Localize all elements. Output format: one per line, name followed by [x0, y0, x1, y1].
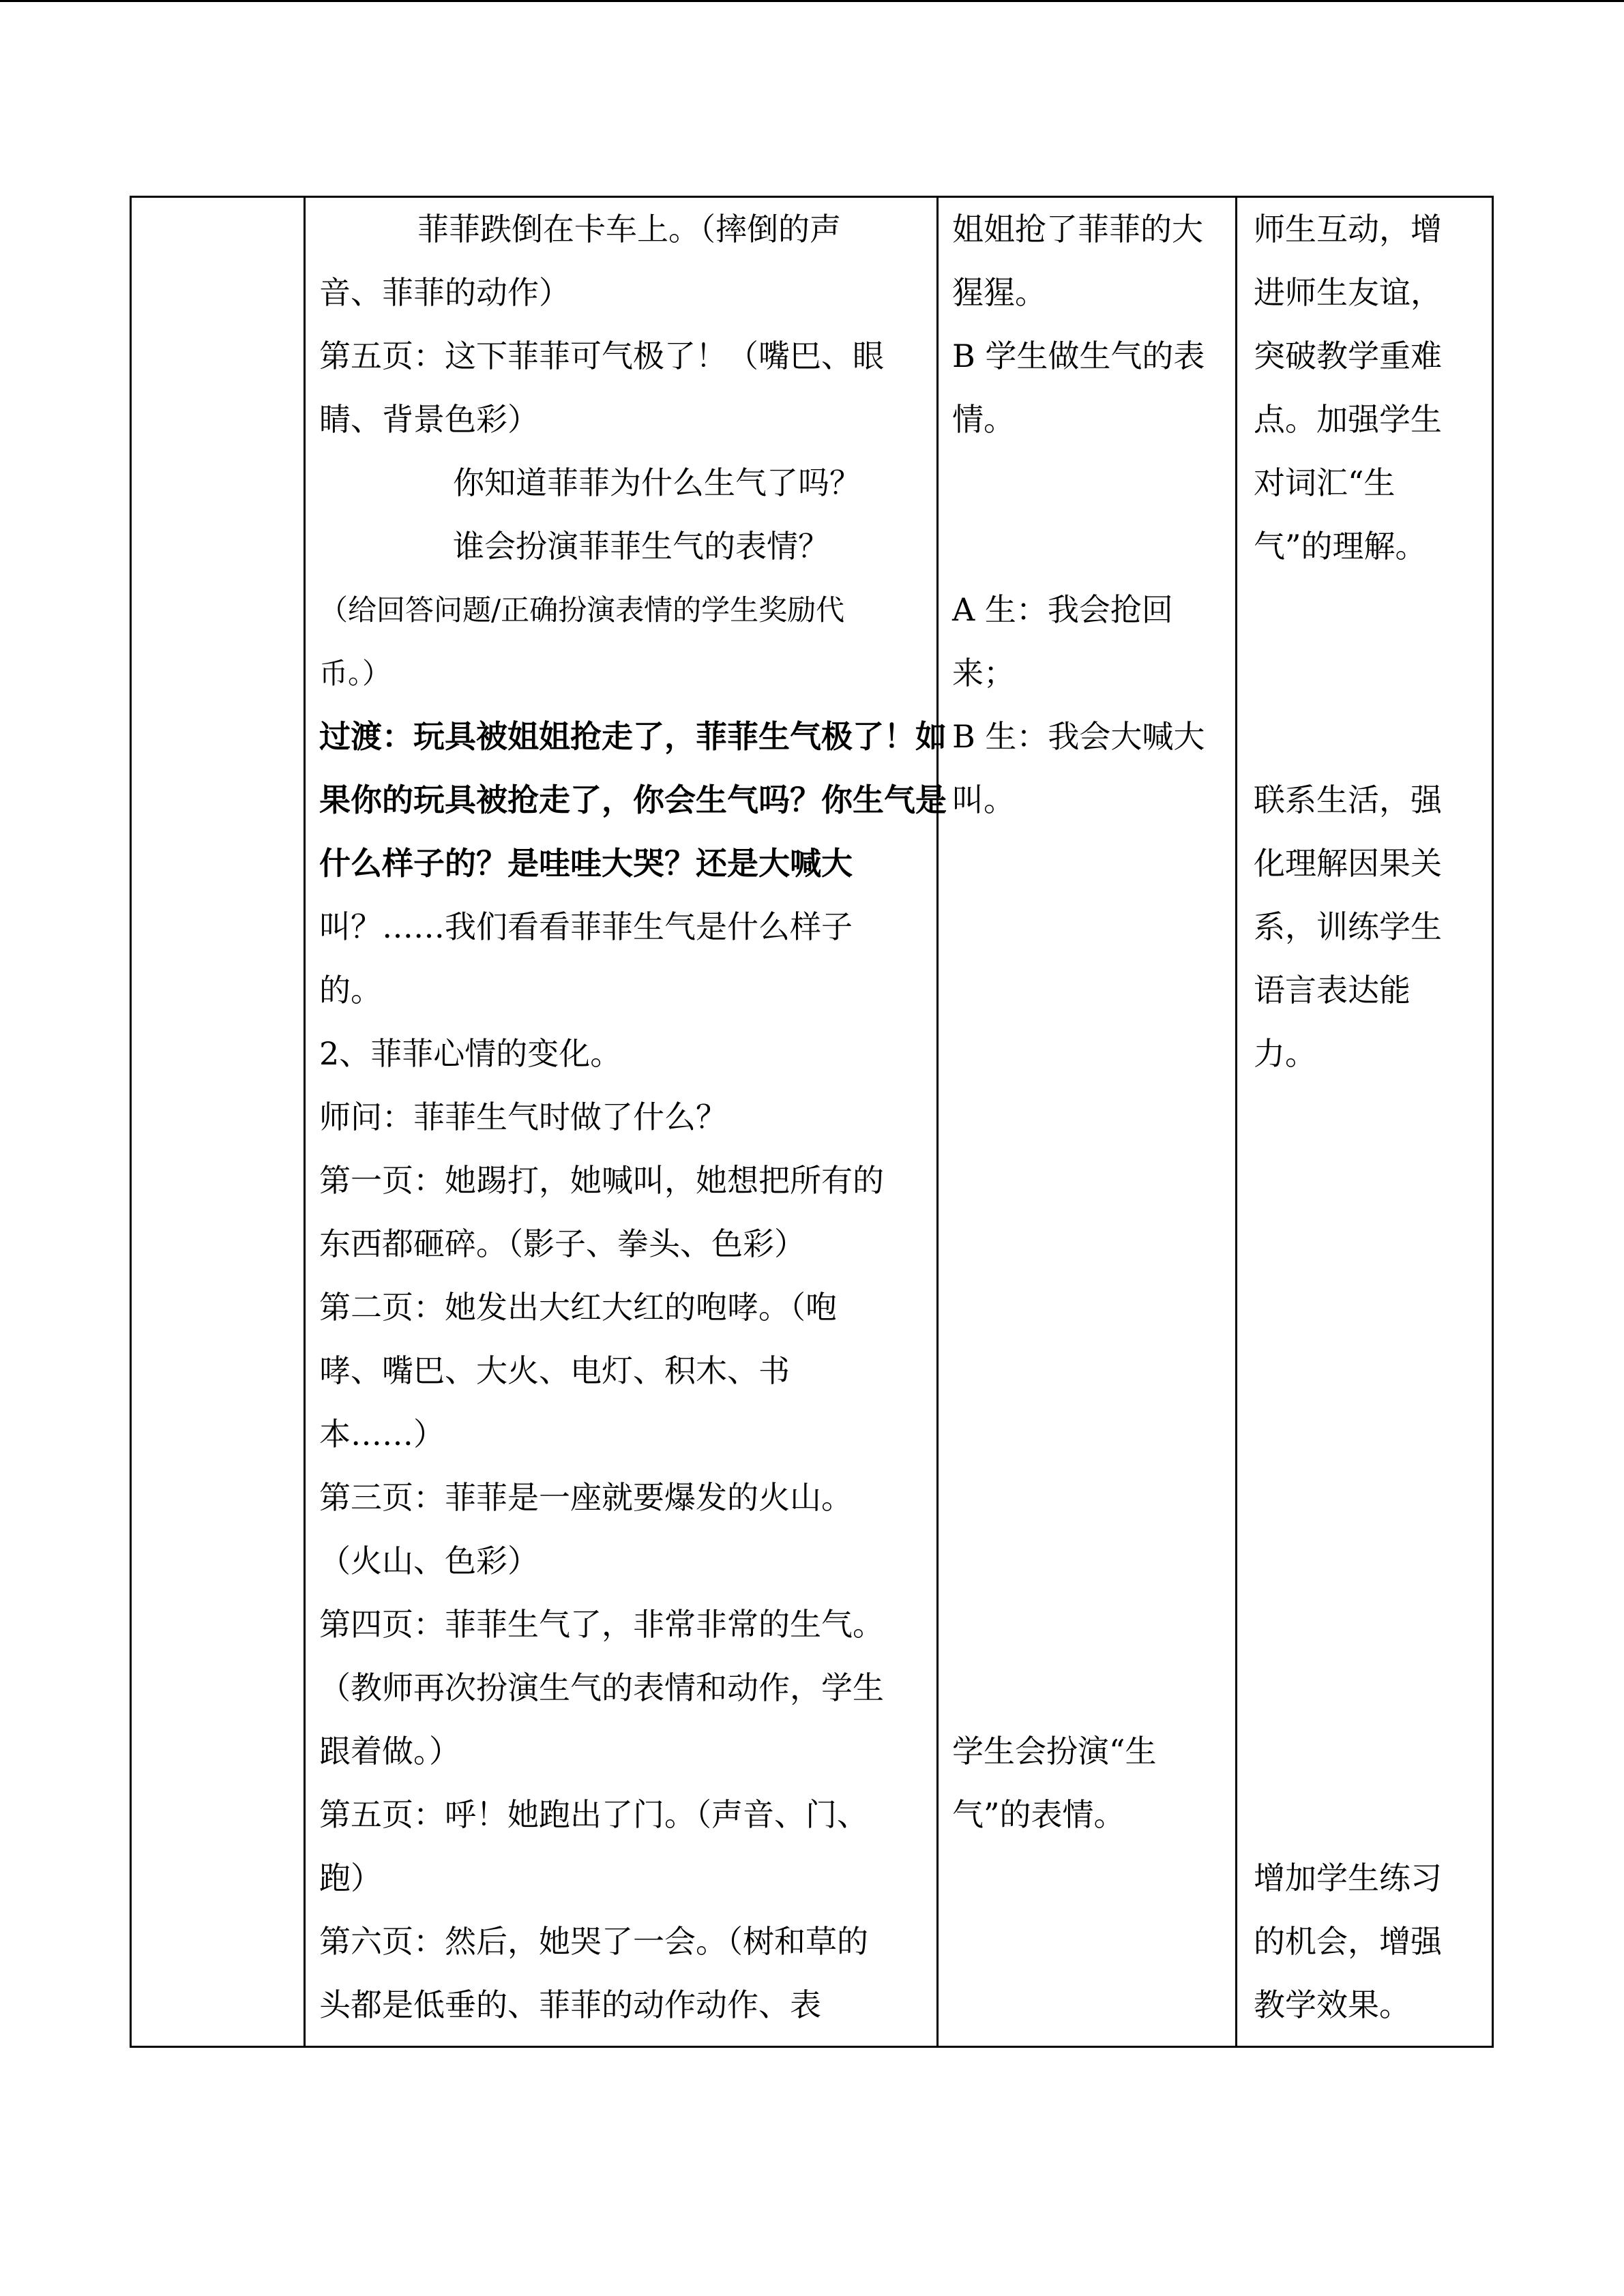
student-line	[952, 1212, 1226, 1276]
table-row	[131, 197, 1493, 2047]
student-line	[952, 1403, 1226, 1466]
process-line: 第四页：菲菲生气了，非常非常的生气。	[319, 1606, 884, 1643]
student-line	[952, 1530, 1226, 1593]
design-intent-text	[1237, 198, 1492, 2037]
intent-line	[1254, 1276, 1482, 1339]
transition-line: 什么样子的？是哇哇大哭？还是大喊大	[319, 845, 853, 882]
student-line	[952, 832, 1226, 895]
intent-line	[1254, 1530, 1482, 1593]
intent-line: 化理解因果关	[1254, 845, 1442, 882]
intent-line	[1254, 1656, 1482, 1720]
process-line: 第三页：菲菲是一座就要爆发的火山。	[319, 1479, 853, 1516]
process-line: 谁会扮演菲菲生气的表情？	[453, 528, 829, 565]
process-line: 第一页：她踢打，她喊叫，她想把所有的	[319, 1162, 884, 1199]
student-line	[952, 1656, 1226, 1720]
process-line: 头都是低垂的、菲菲的动作动作、表	[319, 1986, 821, 2023]
student-line: 来；	[952, 655, 1015, 691]
student-line	[952, 1086, 1226, 1149]
student-line	[952, 959, 1226, 1022]
process-line: 本……）	[319, 1416, 445, 1452]
process-line: （给回答问题/正确扮演表情的学生奖励代	[319, 593, 845, 627]
student-line: 情。	[952, 401, 1015, 438]
design-intent-cell	[1237, 197, 1493, 2047]
student-line	[952, 1339, 1226, 1403]
intent-line: 联系生活，强	[1254, 781, 1442, 818]
intent-line: 系，训练学生	[1254, 908, 1442, 945]
intent-line: 点。加强学生	[1254, 401, 1442, 438]
intent-line	[1254, 1593, 1482, 1656]
process-line: 睛、背景色彩）	[319, 401, 539, 438]
student-line: 学生会扮演“生	[952, 1733, 1157, 1770]
intent-line: 对词汇“生	[1254, 464, 1396, 501]
student-line: 猩猩。	[952, 274, 1046, 311]
blank-column-cell	[131, 197, 305, 2047]
intent-line: 力。	[1254, 1035, 1316, 1072]
process-line: 跟着做。）	[319, 1733, 460, 1770]
student-line	[952, 1022, 1226, 1086]
process-line: （火山、色彩）	[319, 1542, 539, 1579]
intent-line: 教学效果。	[1254, 1986, 1411, 2023]
teaching-process-cell	[305, 197, 947, 2047]
intent-line	[1254, 578, 1482, 642]
student-line	[952, 451, 1226, 515]
student-line	[952, 1466, 1226, 1530]
intent-line	[1254, 1783, 1482, 1847]
intent-line: 师生互动，增	[1254, 211, 1442, 248]
process-line: 币。）	[319, 657, 392, 690]
process-line: 哮、嘴巴、大火、电灯、积木、书	[319, 1352, 790, 1389]
page-top-border	[0, 0, 1624, 2]
transition-line: 过渡：玩具被姐姐抢走了，菲菲生气极了！如	[319, 718, 947, 755]
student-line	[952, 515, 1226, 578]
intent-line	[1254, 1466, 1482, 1530]
intent-line	[1254, 705, 1482, 769]
intent-line: 增加学生练习	[1254, 1860, 1442, 1896]
lesson-plan-table	[130, 196, 1494, 2048]
intent-line: 进师生友谊，	[1254, 274, 1442, 311]
process-line: 2、菲菲心情的变化。	[319, 1035, 622, 1072]
intent-line	[1254, 1212, 1482, 1276]
student-activity-text	[939, 198, 1235, 1847]
intent-line: 气”的理解。	[1254, 528, 1427, 565]
student-line: A 生：我会抢回	[952, 591, 1173, 628]
teaching-process-text	[306, 198, 947, 2037]
student-line: 姐姐抢了菲菲的大	[952, 211, 1203, 248]
student-line: B 学生做生气的表	[952, 338, 1205, 374]
student-line: B 生：我会大喊大	[952, 718, 1205, 755]
intent-line	[1254, 642, 1482, 705]
intent-line: 语言表达能	[1254, 972, 1411, 1009]
process-line: 跑）	[319, 1860, 382, 1896]
intent-line: 的机会，增强	[1254, 1923, 1442, 1960]
student-line	[952, 1593, 1226, 1656]
student-line	[952, 1149, 1226, 1212]
process-line: 的。	[319, 972, 382, 1009]
intent-line	[1254, 1149, 1482, 1212]
student-line	[952, 895, 1226, 959]
student-line: 气”的表情。	[952, 1796, 1125, 1833]
process-line: 师问：菲菲生气时做了什么？	[319, 1099, 727, 1135]
process-line: 第五页：这下菲菲可气极了！（嘴巴、眼	[319, 338, 884, 374]
process-line: 东西都砸碎。（影子、拳头、色彩）	[319, 1225, 806, 1262]
student-line	[952, 1276, 1226, 1339]
intent-line	[1254, 1086, 1482, 1149]
process-line: 你知道菲菲为什么生气了吗？	[453, 464, 861, 501]
process-line: 第五页：呼！她跑出了门。（声音、门、	[319, 1796, 868, 1833]
intent-line: 突破教学重难	[1254, 338, 1442, 374]
process-line: 第二页：她发出大红大红的咆哮。（咆	[319, 1289, 837, 1326]
intent-line	[1254, 1403, 1482, 1466]
process-line: （教师再次扮演生气的表情和动作，学生	[319, 1669, 884, 1706]
student-activity-cell	[938, 197, 1237, 2047]
process-line: 菲菲跌倒在卡车上。（摔倒的声	[417, 211, 841, 248]
process-line: 第六页：然后，她哭了一会。（树和草的	[319, 1923, 868, 1960]
intent-line	[1254, 1339, 1482, 1403]
transition-line: 果你的玩具被抢走了，你会生气吗？你生气是	[319, 781, 947, 818]
process-line: 音、菲菲的动作）	[319, 274, 570, 311]
student-line: 叫。	[952, 781, 1015, 818]
process-line: 叫？……我们看看菲菲生气是什么样子	[319, 908, 853, 945]
intent-line	[1254, 1720, 1482, 1783]
